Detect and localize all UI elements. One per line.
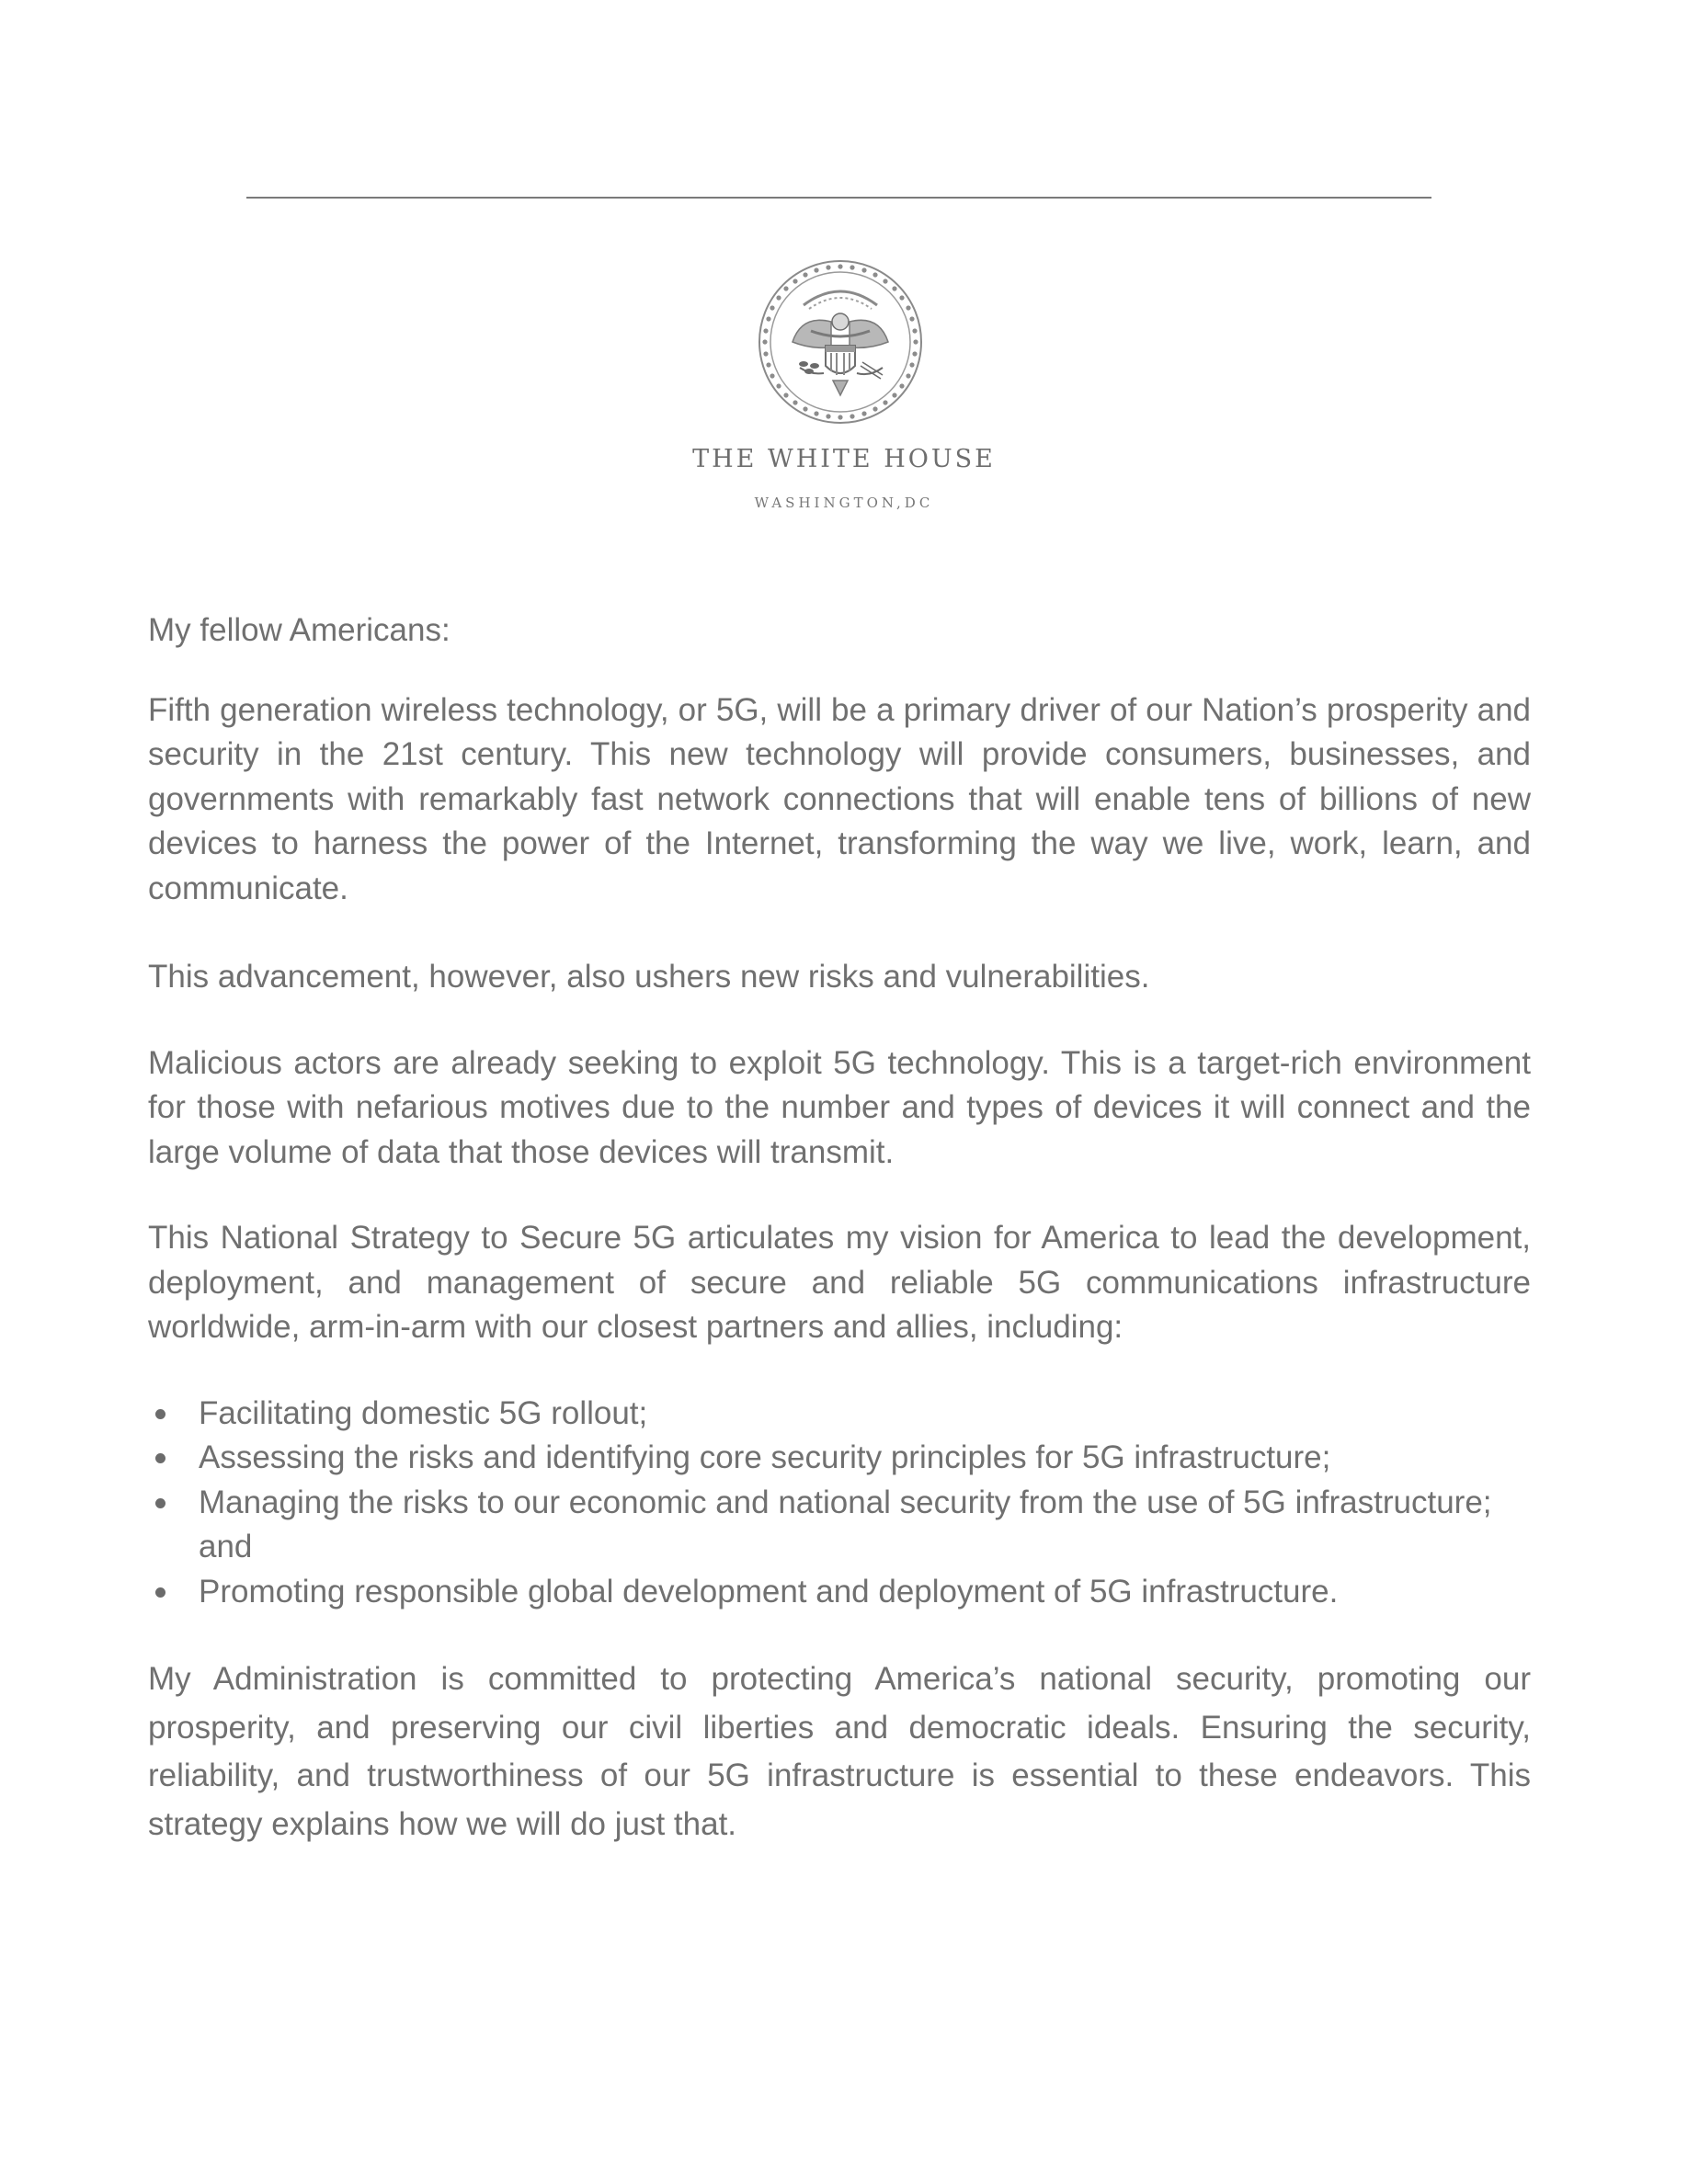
strategy-bullet-list [148,1392,1531,1615]
list-item-text: Promoting responsible global development and deployment of 5G infrastructure. [199,1573,1339,1610]
salutation: My fellow Americans: [148,612,451,648]
list-item-text: Managing the risks to our economic and national security from the use of 5G infrastructure; and [199,1484,1492,1564]
letterhead-subtitle: WASHINGTON,DC [754,495,934,511]
bullet-icon [155,1498,165,1508]
bullet-icon [155,1453,165,1463]
letter-body [148,609,1531,1848]
header-rule [246,197,1431,199]
paragraph-5g-intro: Fifth generation wireless technology, or 5G, will be a primary driver of our Nation’s prosperity and security in the 21st century. This new technology will provide consumers, businesses, and governments with remarkably fast network connections that will enable tens of billions of new devices to harness the power of the Internet, transforming the way we live, work, learn, and communicate. [148,691,1531,906]
list-item [148,1436,1531,1481]
letterhead-title: THE WHITE HOUSE [692,445,996,473]
paragraph-malicious-actors: Malicious actors are already seeking to exploit 5G technology. This is a target-rich environment for those with nefarious motives due to the number and types of devices it will connect and the large volume of data that those devices will transmit. [148,1044,1531,1170]
bullet-icon [155,1409,165,1419]
list-item [148,1392,1531,1437]
list-item [148,1570,1531,1615]
paragraph-risks: This advancement, however, also ushers new risks and vulnerabilities. [148,959,1150,995]
list-item-text: Assessing the risks and identifying core security principles for 5G infrastructure; [199,1439,1331,1475]
bullet-icon [155,1587,165,1598]
presidential-seal-icon [756,257,925,427]
list-item-text: Facilitating domestic 5G rollout; [199,1394,648,1431]
list-item [148,1481,1531,1570]
paragraph-national-strategy: This National Strategy to Secure 5G articulates my vision for America to lead the development, deployment, and management of secure and reliable 5G communications infrastructure worldwide, arm-in-arm with our closest partners and allies, including: [148,1220,1531,1345]
paragraph-closing: My Administration is committed to protecting America’s national security, promoting our prosperity, and preserving our civil liberties and democratic ideals. Ensuring the security, reliability, and trustworthiness of our 5G infrastructure is essential to these endeavors. This strategy explains how we will do just that. [148,1661,1531,1842]
